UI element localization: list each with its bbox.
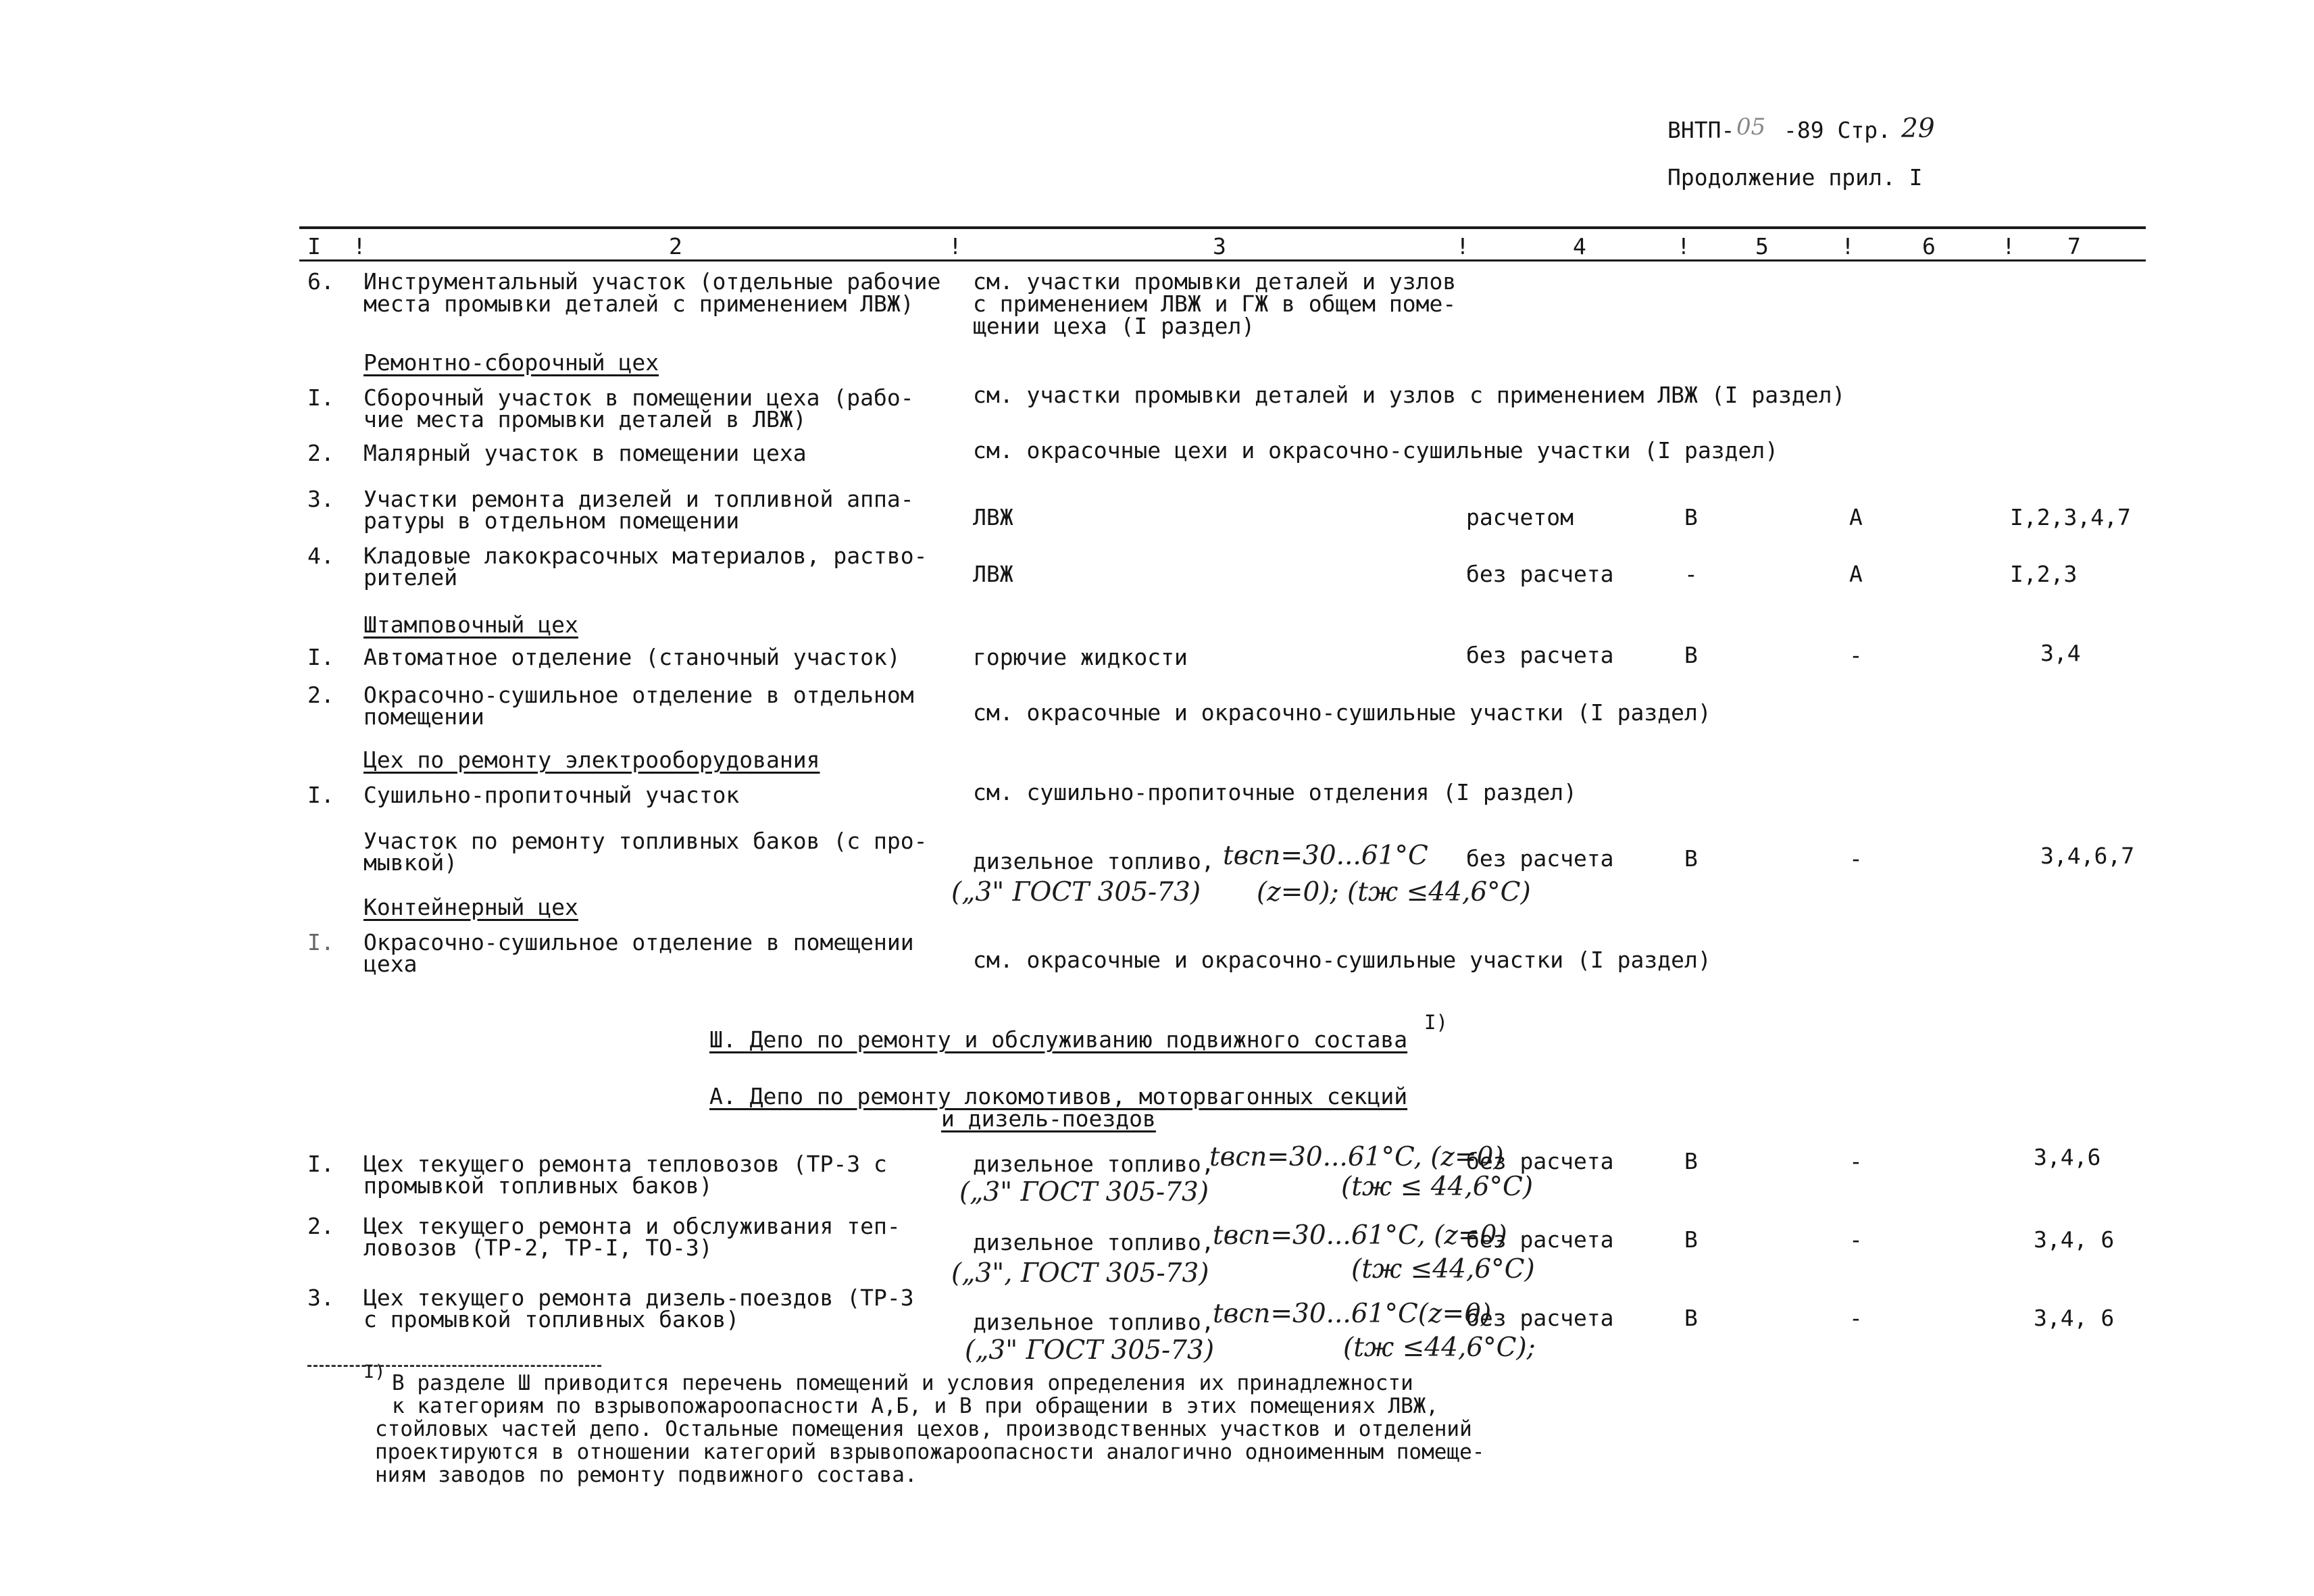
temperature-condition-handwritten: (tж ≤44,6°C) bbox=[1351, 1254, 1535, 1285]
row-notes: 3,4, 6 bbox=[2034, 1305, 2115, 1331]
row-notes: 3,4,6,7 bbox=[2040, 843, 2135, 869]
section-heading: Цех по ремонту электрооборудования bbox=[363, 747, 820, 773]
temperature-condition-handwritten: (tж ≤ 44,6°C) bbox=[1341, 1172, 1534, 1202]
column-separator: ! bbox=[949, 233, 962, 259]
subsection-title: А. Депо по ремонту локомотивов, моторвагонных секций bbox=[709, 1083, 1408, 1109]
row-name: Малярный участок в помещении цеха bbox=[363, 440, 807, 466]
standard-ref-handwritten: („3" ГОСТ 305-73) bbox=[959, 1177, 1209, 1207]
row-notes: I,2,3,4,7 bbox=[2010, 504, 2131, 530]
standard-ref-handwritten: („3" ГОСТ 305-73) bbox=[965, 1335, 1215, 1366]
row-name-line: чие места промывки деталей в ЛВЖ) bbox=[363, 406, 807, 432]
footnote-line: проектируются в отношении категорий взрывопожароопасности аналогично одноименным помеще- bbox=[375, 1440, 1485, 1464]
footnote-line: В разделе Ш приводится перечень помещений и условия определения их принадлежности bbox=[392, 1371, 1413, 1395]
row-class: - bbox=[1849, 1226, 1863, 1253]
section-heading: Ремонтно-сборочный цех bbox=[363, 349, 659, 376]
row-category: В bbox=[1684, 1305, 1698, 1331]
col-2-number: 2 bbox=[669, 233, 682, 259]
row-name: Автоматное отделение (станочный участок) bbox=[363, 644, 901, 670]
footnote-reference: I) bbox=[1424, 1011, 1448, 1034]
row-name-line: ратуры в отдельном помещении bbox=[363, 507, 740, 534]
row-name-line: Сборочный участок в помещении цеха (рабо- bbox=[363, 384, 914, 411]
table-header-rule bbox=[299, 259, 2146, 261]
row-category: В bbox=[1684, 1148, 1698, 1174]
row-name-line: Окрасочно-сушильное отделение в отдельном bbox=[363, 682, 914, 708]
row-category: - bbox=[1684, 561, 1698, 587]
row-name: Сушильно-пропиточный участок bbox=[363, 782, 740, 808]
row-name-line: Кладовые лакокрасочных материалов, раство- bbox=[363, 543, 928, 569]
row-name-line: помещении bbox=[363, 703, 484, 730]
row-notes: I,2,3 bbox=[2010, 561, 2078, 587]
row-category: В bbox=[1684, 1226, 1698, 1253]
row-category-method: без расчета bbox=[1466, 1226, 1614, 1253]
row-name-line: Участки ремонта дизелей и топливной аппа- bbox=[363, 486, 914, 512]
flash-point-handwritten: tвсп=30...61°C bbox=[1223, 841, 1428, 871]
standard-ref-handwritten: („3" ГОСТ 305-73) bbox=[951, 877, 1201, 907]
row-class: - bbox=[1849, 1148, 1863, 1174]
row-number: I. bbox=[307, 644, 334, 670]
row-name-line: Инструментальный участок (отдельные рабочие bbox=[363, 268, 941, 295]
row-number: I. bbox=[307, 782, 334, 808]
row-name-line: цеха bbox=[363, 951, 418, 977]
column-separator: ! bbox=[1677, 233, 1690, 259]
footnote-line: ниям заводов по ремонту подвижного состава. bbox=[375, 1463, 917, 1487]
row-category-method: без расчета bbox=[1466, 561, 1614, 587]
row-class: А bbox=[1849, 561, 1863, 587]
row-class: А bbox=[1849, 504, 1863, 530]
flash-point-handwritten: tвсп=30...61°C, (z=0) bbox=[1213, 1220, 1507, 1251]
section-3-title: Ш. Депо по ремонту и обслуживанию подвижного состава bbox=[709, 1026, 1408, 1053]
row-category-method: без расчета bbox=[1466, 642, 1614, 668]
flash-point-handwritten: tвсп=30...61°C(z=0) bbox=[1213, 1299, 1492, 1329]
row-name-line: Цех текущего ремонта тепловозов (ТР-3 с bbox=[363, 1151, 887, 1177]
temperature-condition-handwritten: (z=0); (tж ≤44,6°C) bbox=[1257, 877, 1531, 907]
row-substance: дизельное топливо, bbox=[973, 1229, 1215, 1255]
row-class: - bbox=[1849, 845, 1863, 872]
row-substance-line: см. участки промывки деталей и узлов bbox=[973, 268, 1457, 295]
doc-number-handwritten: 05 bbox=[1736, 114, 1766, 141]
col-7-number: 7 bbox=[2067, 233, 2081, 259]
row-number: 3. bbox=[307, 486, 334, 512]
footnote-line: стойловых частей депо. Остальные помещения цехов, производственных участков и отделений bbox=[375, 1417, 1472, 1441]
column-separator: ! bbox=[1456, 233, 1469, 259]
row-substance: см. участки промывки деталей и узлов с применением ЛВЖ (I раздел) bbox=[973, 382, 1846, 408]
footnote-line: к категориям по взрывопожароопасности А,Б, и В при обращении в этих помещениях ЛВЖ, bbox=[392, 1394, 1439, 1418]
row-number: 6. bbox=[307, 268, 334, 295]
row-class: - bbox=[1849, 642, 1863, 668]
row-substance: дизельное топливо, bbox=[973, 1151, 1215, 1177]
row-substance: горючие жидкости bbox=[973, 644, 1188, 670]
continuation-label: Продолжение прил. I bbox=[1667, 164, 1923, 191]
row-name-line: ловозов (ТР-2, ТР-I, ТО-3) bbox=[363, 1235, 713, 1261]
section-heading: Штамповочный цех bbox=[363, 612, 578, 638]
row-category: В bbox=[1684, 504, 1698, 530]
doc-code: ВНТП- bbox=[1667, 117, 1735, 143]
subsection-title: и дизель-поездов bbox=[941, 1105, 1156, 1132]
row-number: 3. bbox=[307, 1285, 334, 1311]
row-substance: дизельное топливо, bbox=[973, 848, 1215, 874]
row-name-line: Участок по ремонту топливных баков (с про- bbox=[363, 828, 928, 854]
col-5-number: 5 bbox=[1755, 233, 1769, 259]
row-number: I. bbox=[307, 384, 334, 411]
row-number: 2. bbox=[307, 682, 334, 708]
col-6-number: 6 bbox=[1922, 233, 1936, 259]
column-separator: ! bbox=[2002, 233, 2015, 259]
col-3-number: 3 bbox=[1213, 233, 1226, 259]
row-substance-line: щении цеха (I раздел) bbox=[973, 313, 1255, 339]
row-substance: см. окрасочные и окрасочно-сушильные участки (I раздел) bbox=[973, 699, 1711, 726]
page-number-handwritten: 29 bbox=[1901, 114, 1935, 144]
col-1-number: I bbox=[307, 233, 321, 259]
row-substance: см. сушильно-пропиточные отделения (I раздел) bbox=[973, 779, 1578, 805]
table-top-rule bbox=[299, 226, 2146, 229]
row-name-line: места промывки деталей с применением ЛВЖ) bbox=[363, 291, 914, 317]
row-notes: 3,4 bbox=[2040, 640, 2081, 666]
row-substance: ЛВЖ bbox=[973, 504, 1013, 530]
column-separator: ! bbox=[1841, 233, 1855, 259]
row-name-line: с промывкой топливных баков) bbox=[363, 1306, 740, 1332]
col-4-number: 4 bbox=[1573, 233, 1586, 259]
row-substance-line: с применением ЛВЖ и ГЖ в общем поме- bbox=[973, 291, 1457, 317]
row-name-line: мывкой) bbox=[363, 849, 458, 876]
flash-point-handwritten: tвсп=30...61°C, (z=0) bbox=[1209, 1142, 1504, 1172]
footnote-mark: I) bbox=[363, 1362, 386, 1382]
row-notes: 3,4,6 bbox=[2034, 1144, 2101, 1170]
row-category: В bbox=[1684, 642, 1698, 668]
row-name-line: Цех текущего ремонта и обслуживания теп- bbox=[363, 1213, 901, 1239]
standard-ref-handwritten: („3", ГОСТ 305-73) bbox=[951, 1258, 1209, 1289]
row-substance: см. окрасочные цехи и окрасочно-сушильные участки (I раздел) bbox=[973, 437, 1779, 464]
row-category-method: без расчета bbox=[1466, 1305, 1614, 1331]
row-class: - bbox=[1849, 1305, 1863, 1331]
row-name-line: Окрасочно-сушильное отделение в помещении bbox=[363, 929, 914, 955]
column-separator: ! bbox=[353, 233, 366, 259]
row-category: В bbox=[1684, 845, 1698, 872]
row-name-line: промывкой топливных баков) bbox=[363, 1172, 713, 1199]
row-number: 2. bbox=[307, 440, 334, 466]
footnote-divider bbox=[307, 1365, 601, 1367]
row-name-line: рителей bbox=[363, 564, 458, 591]
row-number: 4. bbox=[307, 543, 334, 569]
row-category-method: без расчета bbox=[1466, 845, 1614, 872]
section-heading: Контейнерный цех bbox=[363, 894, 578, 920]
row-substance: дизельное топливо, bbox=[973, 1309, 1215, 1335]
temperature-condition-handwritten: (tж ≤44,6°C); bbox=[1343, 1332, 1536, 1363]
row-number: 2. bbox=[307, 1213, 334, 1239]
row-notes: 3,4, 6 bbox=[2034, 1226, 2115, 1253]
row-number: I. bbox=[307, 929, 334, 955]
row-category-method: расчетом bbox=[1466, 504, 1574, 530]
row-name-line: Цех текущего ремонта дизель-поездов (ТР-3 bbox=[363, 1285, 914, 1311]
row-number: I. bbox=[307, 1151, 334, 1177]
row-substance: см. окрасочные и окрасочно-сушильные участки (I раздел) bbox=[973, 947, 1711, 973]
row-substance: ЛВЖ bbox=[973, 561, 1013, 587]
row-category-method: без расчета bbox=[1466, 1148, 1614, 1174]
doc-year-page-label: -89 Стр. bbox=[1784, 117, 1891, 143]
